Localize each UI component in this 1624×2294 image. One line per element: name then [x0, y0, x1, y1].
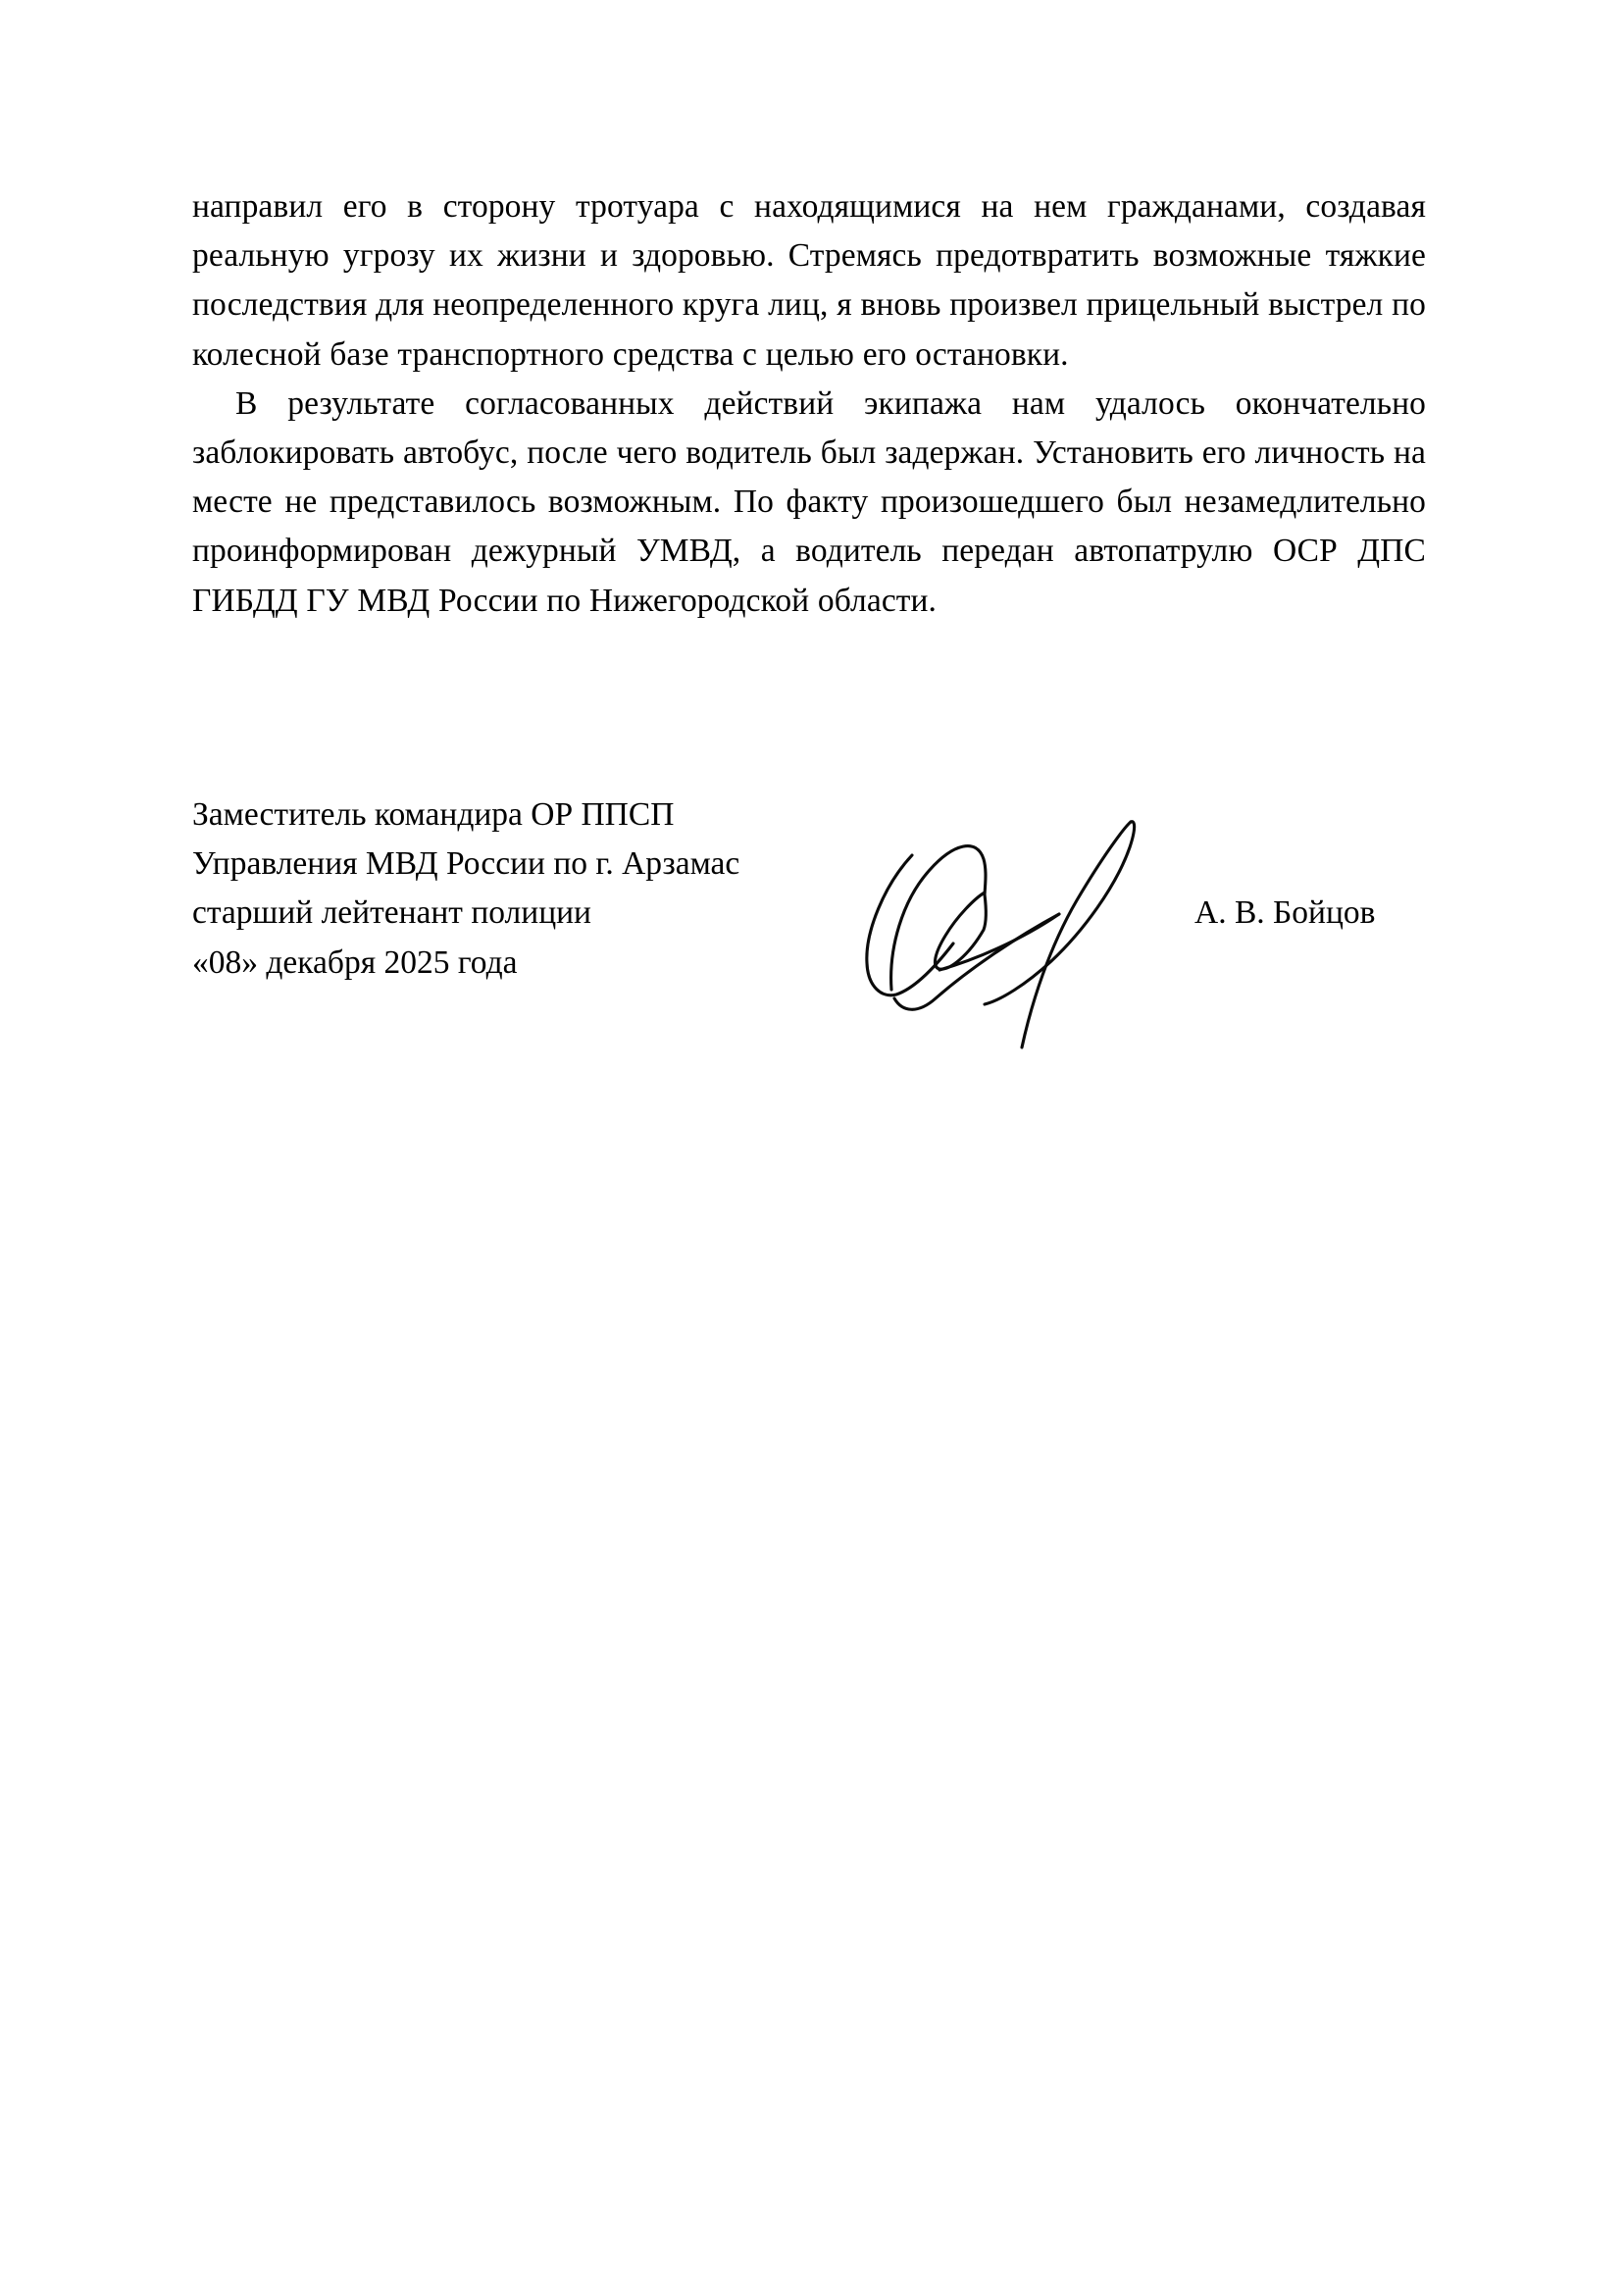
signatory-position-line-2: Управления МВД России по г. Арзамас	[192, 845, 740, 883]
signatory-rank: старший лейтенант полиции	[192, 894, 591, 932]
signature-date: «08» декабря 2025 года	[192, 943, 518, 981]
signatory-name: А. В. Бойцов	[1194, 894, 1376, 931]
paragraph-outcome: В результате согласованных действий экипажа нам удалось окончательно заблокировать автобус, после чего водитель был задержан. Установить его личность на месте не представилось возможным. По факту произошедшего был незамедлительно проинформирован дежурный УМВД, а водитель передан автопатрулю ОСР ДПС ГИБДД ГУ МВД России по Нижегородской области.	[192, 384, 1426, 619]
paragraph-continuation: направил его в сторону тротуара с находящимися на нем гражданами, создавая реальную угрозу их жизни и здоровью. Стремясь предотвратить возможные тяжкие последствия для неопределенного круга лиц, я вновь произвел прицельный выстрел по колесной базе транспортного средства с целью его остановки.	[192, 188, 1426, 373]
document-body	[192, 182, 1426, 626]
signatory-position-line-1: Заместитель командира ОР ППСП	[192, 796, 675, 833]
